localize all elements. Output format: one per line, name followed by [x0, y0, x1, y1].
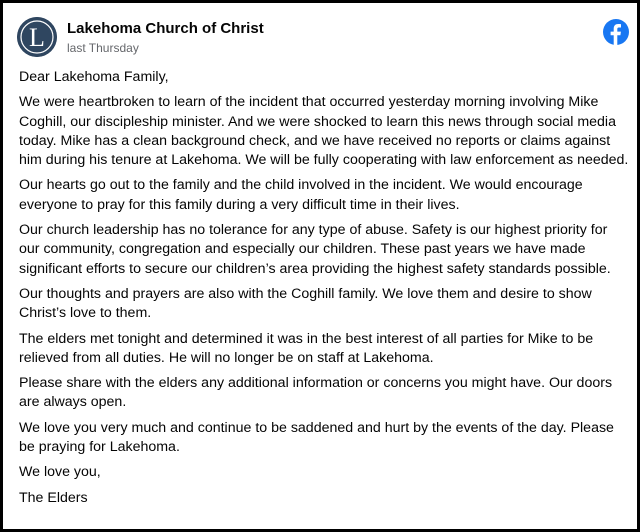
page-avatar[interactable]	[17, 17, 57, 57]
avatar-letter: L	[29, 23, 45, 52]
post-header	[17, 15, 629, 65]
body-paragraph: We love you very much and continue to be saddened and hurt by the events of the day. Please be praying for Lakehoma.	[19, 419, 614, 456]
body-paragraph: Our church leadership has no tolerance for any type of abuse. Safety is our highest priority for our community, congregation and especially our children. These past years we have made significant efforts to secure our children’s area providing the highest safety standards possible.	[19, 222, 611, 277]
greeting-paragraph: Dear Lakehoma Family,	[19, 69, 169, 85]
closing-paragraph: We love you,	[19, 464, 101, 481]
body-paragraph: Our thoughts and prayers are also with the Coghill family. We love them and desire to show Christ’s love to them.	[19, 285, 592, 322]
church-logo-icon	[17, 17, 57, 57]
body-paragraph: We were heartbroken to learn of the incident that occurred yesterday morning involving Mike Coghill, our discipleship minister. And we were shocked to learn this news through social media today. Mike has a clean background check, and we have received no reports or claims against him during his tenure at Lakehoma. We will be fully cooperating with law enforcement as needed.	[19, 94, 629, 169]
facebook-icon[interactable]	[603, 19, 629, 45]
signature: The Elders	[19, 489, 88, 506]
body-paragraph: Please share with the elders any additional information or concerns you might have. Our doors are always open.	[19, 375, 613, 411]
page-name-link[interactable]: Lakehoma Church of Christ	[67, 20, 264, 37]
body-paragraph: Our hearts go out to the family and the child involved in the incident. We would encourage everyone to pray for this family during a very difficult time in their lives.	[19, 177, 583, 213]
post-timestamp[interactable]: last Thursday	[67, 41, 139, 55]
post-message	[19, 68, 631, 514]
body-paragraph: The elders met tonight and determined it was in the best interest of all parties for Mike to be relieved from all duties. He will no longer be on staff at Lakehoma.	[19, 330, 594, 366]
